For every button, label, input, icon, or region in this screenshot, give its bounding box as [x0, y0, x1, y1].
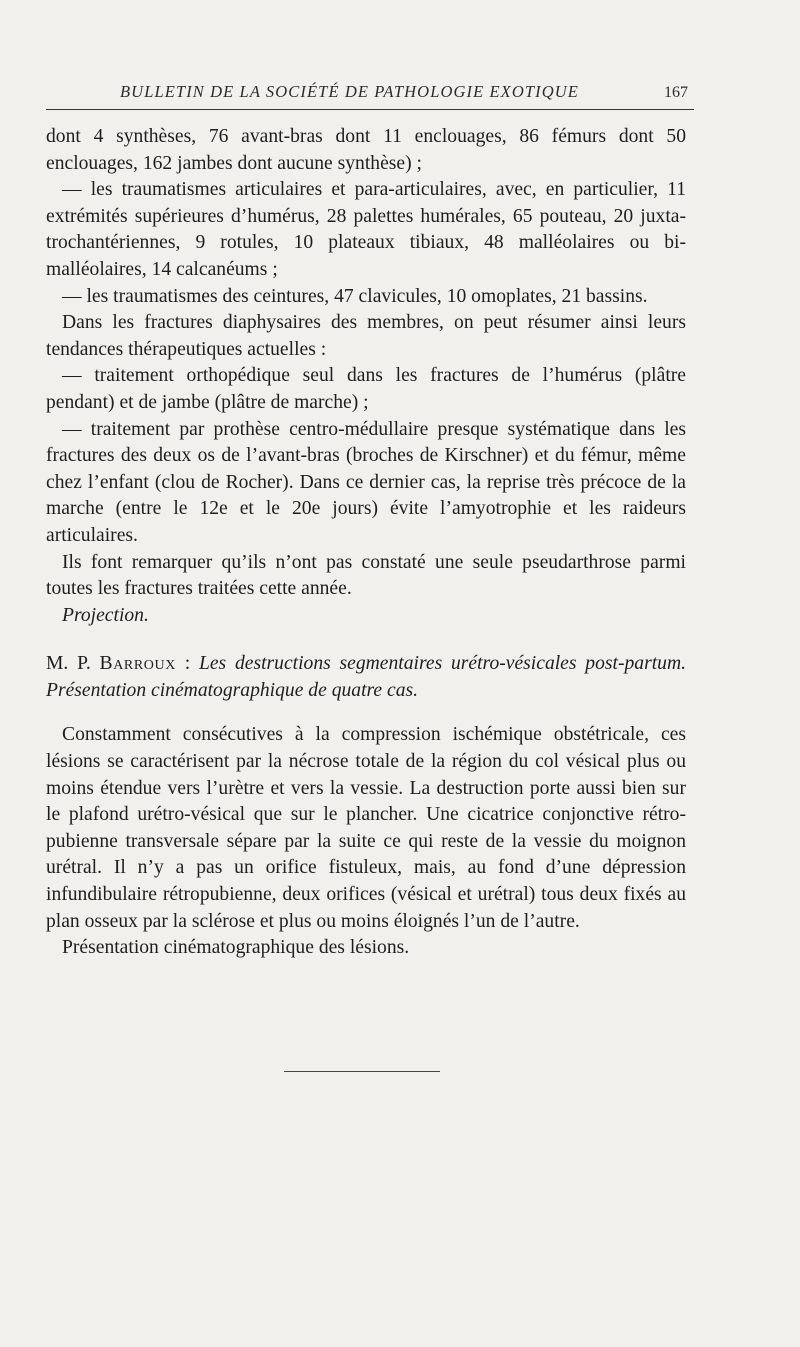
paragraph-lesions-description: Constamment consécutives à la compression ischémique obstétricale, ces lésions se caractérisent par la nécrose totale de la région du col vésical plus ou moins étendue vers l’urètre et vers la vessie. La destruction porte aussi bien sur le plafond urétro-vésical que sur le plancher. Une cicatrice conjonctive rétro-pubienne transversale sépare par la suite ce qui reste de la vessie du moignon urétral. Il n’y a pas un orifice fistuleux, mais, au fond d’une dépression infundibulaire rétropubienne, deux orifices (vésical et urétral) tous deux fixés au plan osseux par la sclérose et plus ou moins éloignés l’un de l’autre. [46, 724, 686, 932]
paragraph-girdle-traumas: — les traumatismes des ceintures, 47 clavicules, 10 omoplates, 21 bassins. [62, 285, 648, 307]
body-text [46, 124, 686, 962]
article-heading [46, 651, 686, 704]
projection-note: Projection. [62, 604, 149, 626]
paragraph-presentation: Présentation cinématographique des lésions. [62, 937, 410, 959]
paragraph-diaphyseal-fractures: Dans les fractures diaphysaires des membres, on peut résumer ainsi leurs tendances thérapeutiques actuelles : [46, 312, 686, 360]
author-name: Barroux [99, 653, 176, 675]
section-spacer [46, 704, 686, 722]
end-rule [284, 1071, 440, 1072]
section-spacer [46, 629, 686, 651]
author-separator: : [175, 653, 199, 675]
paragraph-prosthesis-treatment: — traitement par prothèse centro-médullaire presque systématique dans les fractures des deux os de l’avant-bras (broches de Kirschner) et du fémur, même chez l’enfant (clou de Rocher). Dans ce dernier cas, la reprise très précoce de la marche (entre le 12e et le 20e jours) évite l’amyotrophie et les raideurs articulaires. [46, 418, 686, 546]
paragraph-pseudarthrosis: Ils font remarquer qu’ils n’ont pas constaté une seule pseudarthrose parmi toutes les fractures traitées cette année. [46, 551, 686, 600]
paragraph-continuation: dont 4 synthèses, 76 avant-bras dont 11 enclouages, 86 fémurs dont 50 enclouages, 162 jambes dont aucune synthèse) ; [46, 126, 686, 174]
author-prefix: M. P. [46, 653, 100, 675]
article-title: Les destructions segmentaires urétro-vésicales post-partum. Présentation cinématographique de quatre cas. [46, 653, 686, 701]
header-rule [46, 109, 694, 110]
page-number: 167 [664, 84, 688, 101]
paragraph-orthopedic-treatment: — traitement orthopédique seul dans les fractures de l’humérus (plâtre pendant) et de jambe (plâtre de marche) ; [46, 365, 686, 413]
page-header [46, 78, 696, 112]
paragraph-articular-traumas: — les traumatismes articulaires et para-articulaires, avec, en particulier, 11 extrémités supérieures d’humérus, 28 palettes humérales, 65 pouteau, 20 juxta-trochantériennes, 9 rotules, 10 plateaux tibiaux, 48 malléolaires ou bi-malléolaires, 14 calcanéums ; [46, 179, 686, 280]
running-title: BULLETIN DE LA SOCIÉTÉ DE PATHOLOGIE EXOTIQUE [120, 82, 579, 101]
